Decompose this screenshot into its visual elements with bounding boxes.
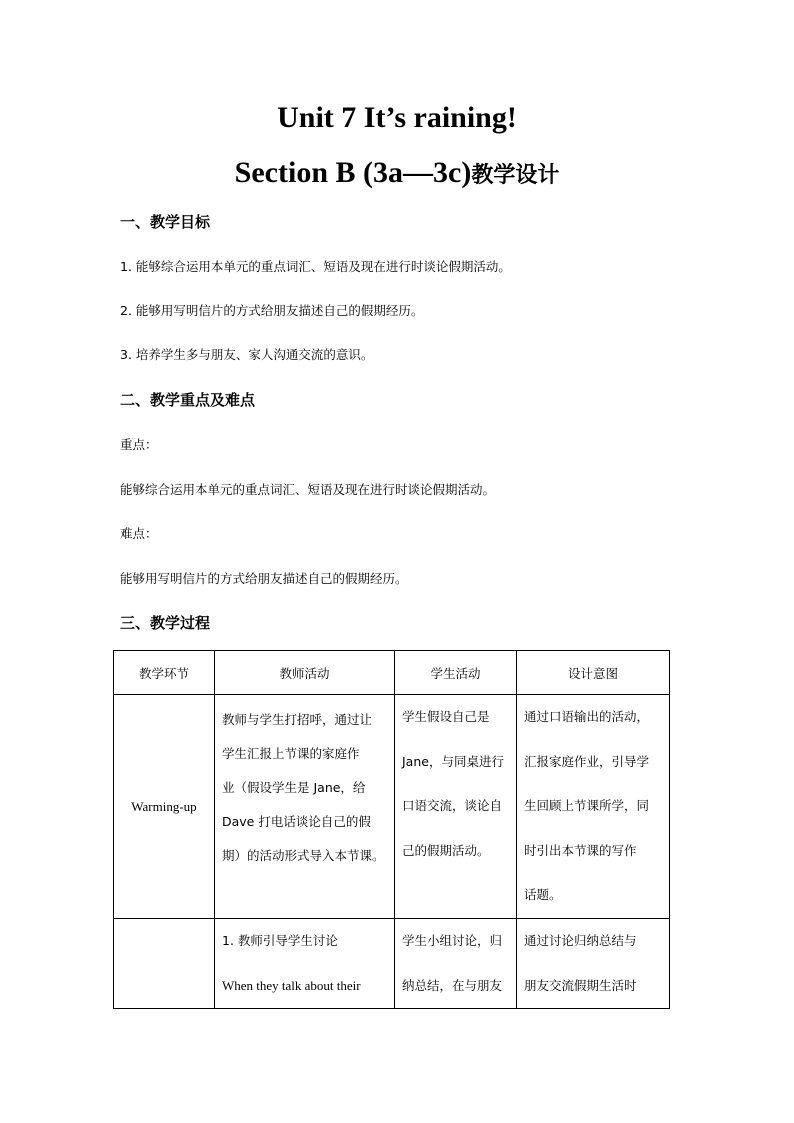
stage-cell: Warming-up: [114, 695, 215, 919]
design-purpose-cell: [517, 919, 670, 1009]
difficult-text: 能够用写明信片的方式给朋友描述自己的假期经历。: [120, 571, 408, 586]
student-activity-cell: [395, 919, 517, 1009]
student-activity-cell: [395, 695, 517, 919]
table-header-row: [114, 651, 670, 695]
text-line: 通过口语输出的活动，: [524, 709, 650, 724]
header-stage: 教学环节: [114, 651, 215, 695]
text-line: 口语交流，谈论自: [402, 798, 503, 813]
text-line: When they talk about their: [222, 977, 361, 993]
text-line: 1. 教师引导学生讨论: [222, 933, 338, 948]
table-row: [114, 695, 670, 919]
teacher-activity-cell: [215, 919, 395, 1009]
teaching-process-table: [113, 650, 670, 1009]
text-line: 纳总结，在与朋友: [402, 977, 503, 993]
heading-objectives: 一、教学目标: [120, 213, 211, 231]
header-teacher-activity: 教师活动: [215, 651, 395, 695]
objective-item-3: 3. 培养学生多与朋友、家人沟通交流的意识。: [120, 347, 374, 362]
text-line: 学生小组讨论，归: [402, 933, 503, 948]
heading-key-points: 二、教学重点及难点: [120, 391, 256, 409]
objective-item-2: 2. 能够用写明信片的方式给朋友描述自己的假期经历。: [120, 303, 424, 318]
document-subtitle: [0, 155, 794, 194]
text-line: Dave 打电话谈论自己的假: [222, 814, 371, 829]
text-line: 教师与学生打招呼，通过让: [222, 712, 373, 727]
text-line: 生回顾上节课所学，同: [524, 798, 650, 813]
text-line: 期）的活动形式导入本节课。: [222, 848, 385, 863]
text-line: 话题。: [524, 887, 562, 902]
difficult-label: 难点：: [120, 526, 158, 541]
objective-item-1: 1. 能够综合运用本单元的重点词汇、短语及现在进行时谈论假期活动。: [120, 259, 511, 274]
stage-cell: [114, 919, 215, 1009]
text-line: 汇报家庭作业，引导学: [524, 753, 650, 769]
teacher-activity-cell: [215, 695, 395, 919]
text-line: 学生汇报上节课的家庭作: [222, 746, 360, 761]
text-line: 学生假设自己是: [402, 709, 490, 724]
document-title: Unit 7 It’s raining!: [277, 101, 517, 134]
text-line: 朋友交流假期生活时: [524, 977, 637, 993]
key-text: 能够综合运用本单元的重点词汇、短语及现在进行时谈论假期活动。: [120, 482, 496, 497]
text-line: 通过讨论归纳总结与: [524, 933, 637, 948]
header-student-activity: 学生活动: [395, 651, 517, 695]
design-purpose-cell: [517, 695, 670, 919]
text-line: 己的假期活动。: [402, 842, 490, 858]
subtitle-english: Section B (3a—3c): [234, 156, 472, 189]
text-line: Jane，与同桌进行: [402, 753, 504, 769]
text-line: 时引出本节课的写作: [524, 842, 637, 858]
text-line: 业（假设学生是 Jane，给: [222, 780, 366, 795]
subtitle-chinese: 教学设计: [471, 163, 560, 188]
key-label: 重点：: [120, 437, 158, 452]
table-row: [114, 919, 670, 1009]
heading-process: 三、教学过程: [120, 614, 211, 632]
header-design-purpose: 设计意图: [517, 651, 670, 695]
